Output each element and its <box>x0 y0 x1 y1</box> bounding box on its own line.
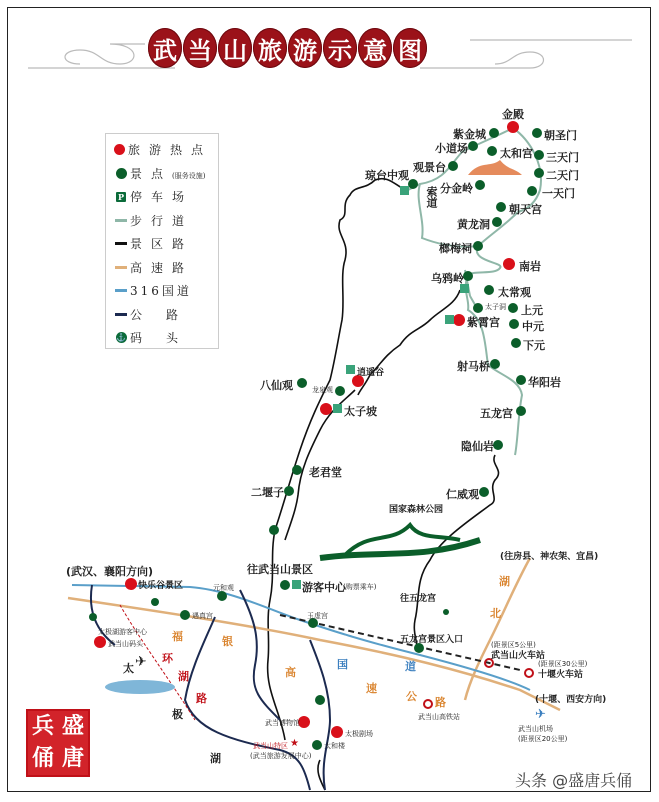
lake-char: 太 <box>123 662 134 675</box>
lake-char: 湖 <box>210 752 221 765</box>
place-label: 老君堂 <box>309 466 342 479</box>
highway-char: 高 <box>285 666 296 679</box>
place-label: 往五龙宫 <box>400 594 437 604</box>
title-char: 游 <box>288 28 322 68</box>
place-label: 国家森林公园 <box>389 505 444 515</box>
place-label: 二天门 <box>546 169 579 182</box>
place-label: 下元 <box>523 339 545 352</box>
place-label: 武当山高铁站 <box>418 713 460 721</box>
seal-char: 俑 <box>31 746 54 771</box>
place-label: 黄龙洞 <box>457 218 490 231</box>
walkway-line-icon <box>115 219 127 222</box>
place-label: 分金岭 <box>440 182 473 195</box>
title-char: 意 <box>358 28 392 68</box>
place-label: 太和宫 <box>500 147 533 160</box>
place-label: 中元 <box>522 320 544 333</box>
place-label: 索道 <box>425 186 438 208</box>
place-label: 往武当山景区 <box>247 563 313 576</box>
place-label: 快乐谷景区 <box>138 581 184 591</box>
legend-item-expressway: 高速路 <box>112 256 212 280</box>
hs-station-icon <box>424 700 432 708</box>
place-label: (十堰、西安方向) <box>535 695 607 705</box>
place-label: 玉虚宫 <box>307 612 328 620</box>
highway-char: 路 <box>435 696 446 709</box>
highway-char: 公 <box>406 690 417 703</box>
place-label: 观景台 <box>413 161 446 174</box>
title-char: 旅 <box>253 28 287 68</box>
place-label: 上元 <box>521 304 543 317</box>
place-label: (往房县、神农架、宜昌) <box>500 552 599 562</box>
national-road-char: 道 <box>405 660 416 673</box>
place-label: (距景区5公里) <box>491 641 536 649</box>
place-label: 十堰火车站 <box>538 670 584 680</box>
place-label: 遇真宫 <box>192 612 213 620</box>
place-label: 武当山码头 <box>108 640 143 648</box>
place-label: 隐仙岩 <box>461 440 494 453</box>
place-label: 南岩 <box>519 260 541 273</box>
legend-item-national-road: 316国道 <box>112 279 212 303</box>
train-station-icon <box>525 669 533 677</box>
legend-item-pier: ⚓ 码头 <box>116 331 203 346</box>
highway-char: 福 <box>172 630 183 643</box>
national-road-line-icon <box>115 289 127 292</box>
place-label: 朝圣门 <box>544 129 577 142</box>
place-label: 二堰子 <box>251 486 284 499</box>
seal-stamp <box>26 709 90 777</box>
seal-char: 兵 <box>31 714 54 739</box>
place-label: 华阳岩 <box>528 376 561 389</box>
watermark: 头条 @盛唐兵俑 <box>515 771 633 790</box>
place-label: 小道场 <box>435 142 468 155</box>
lake-char: 极 <box>172 708 183 721</box>
place-label: 射马桥 <box>457 360 490 373</box>
place-label: (购票乘车) <box>343 583 377 591</box>
seal-char: 唐 <box>61 746 84 771</box>
legend-item-spot: 景点(服务设施) <box>112 162 212 186</box>
place-label: 八仙观 <box>260 379 293 392</box>
taiji-lake <box>105 680 175 694</box>
place-label: 三天门 <box>546 151 579 164</box>
place-label: 逍遥谷 <box>357 368 385 378</box>
place-label: 琼台中观 <box>365 169 409 182</box>
place-label: 太和楼 <box>324 742 345 750</box>
pier-icon: ⚓ <box>116 333 126 343</box>
hubei-char: 北 <box>490 607 501 620</box>
national-road-char: 国 <box>337 658 348 671</box>
place-label: 龙泉观 <box>312 386 333 394</box>
title-char: 当 <box>183 28 217 68</box>
place-label: 太极剧场 <box>345 730 373 738</box>
legend <box>105 133 219 349</box>
place-label: 太子洞 <box>485 303 506 311</box>
airplane-icon: ✈ <box>135 654 147 670</box>
expressway-line-icon <box>115 266 127 269</box>
place-label: 仁威观 <box>446 488 479 501</box>
red-dot-icon <box>114 144 125 155</box>
star-icon: ★ <box>290 738 299 749</box>
place-label: (距景区30公里) <box>538 660 588 668</box>
legend-item-road: 公路 <box>112 303 212 327</box>
ring-road-char: 湖 <box>178 670 189 683</box>
hubei-char: 湖 <box>499 575 510 588</box>
place-label: 五龙宫景区入口 <box>400 635 464 645</box>
place-label: 武当博物馆 <box>265 719 300 727</box>
title-char: 示 <box>323 28 357 68</box>
place-label: 紫霄宫 <box>467 316 500 329</box>
road-line-icon <box>115 313 127 316</box>
ring-road-char: 路 <box>196 692 207 705</box>
place-label: 元和观 <box>213 584 234 592</box>
place-label: 太子坡 <box>344 405 377 418</box>
legend-item-parking: P 停车场 <box>117 190 194 205</box>
highway-char: 速 <box>366 682 377 695</box>
place-label: 太常观 <box>498 286 531 299</box>
ring-road-char: 环 <box>162 652 173 665</box>
place-label: (武汉、襄阳方向) <box>66 565 154 578</box>
legend-item-walkway: 步行道 <box>112 209 212 233</box>
seal-char: 盛 <box>61 714 84 739</box>
legend-item-hotspot: 旅游热点 <box>112 138 212 162</box>
place-label: 五龙宫 <box>480 407 513 420</box>
highway-char: 银 <box>222 635 233 648</box>
place-label: 金殿 <box>502 108 524 121</box>
place-label: 武当山火车站 <box>491 651 546 661</box>
place-label: (距景区20公里) <box>518 735 568 743</box>
place-label: 一天门 <box>542 187 575 200</box>
legend-item-scenic-road: 景区路 <box>112 232 212 256</box>
place-label: 榔梅祠 <box>439 242 472 255</box>
place-label: 朝天宫 <box>509 203 542 216</box>
place-label: 武当山特区 <box>253 742 288 750</box>
title-char: 山 <box>218 28 252 68</box>
place-label: 紫金城 <box>453 128 486 141</box>
place-label: 太极湖游客中心 <box>98 628 147 636</box>
parking-icon: P <box>117 191 124 202</box>
title-char: 武 <box>148 28 182 68</box>
airport-icon: ✈ <box>535 707 546 722</box>
scenic-road-line-icon <box>115 242 127 245</box>
place-label: (武当旅游发展中心) <box>250 752 312 760</box>
title-char: 图 <box>393 28 427 68</box>
place-label: 乌鸦岭 <box>431 272 464 285</box>
green-dot-icon <box>116 168 127 179</box>
place-label: 武当山机场 <box>518 725 553 733</box>
place-label: 游客中心 <box>302 581 346 594</box>
